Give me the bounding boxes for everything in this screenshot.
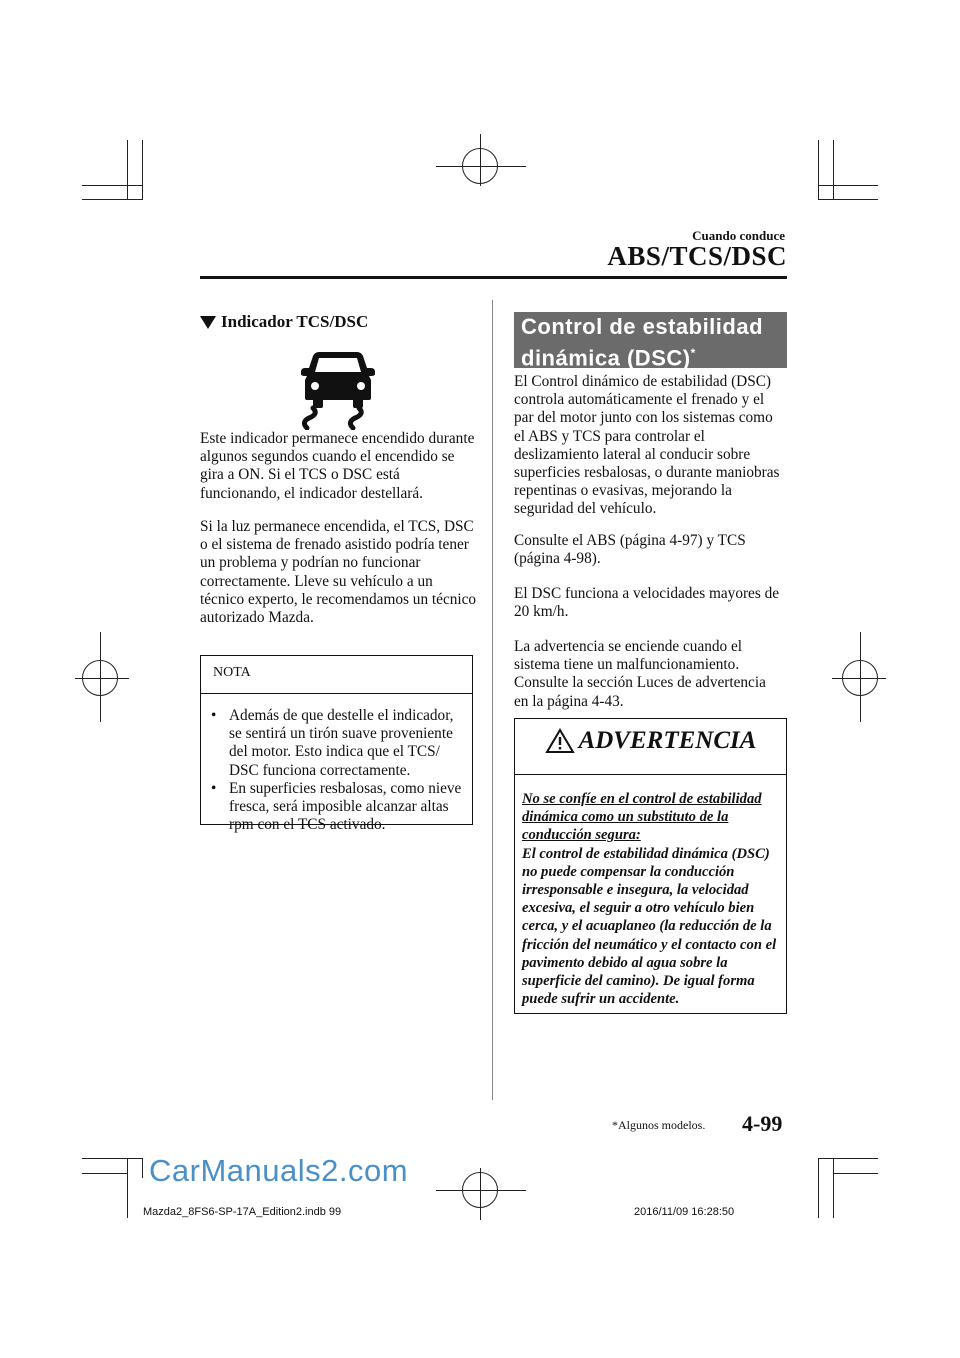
chapter-label: Cuando conduce (692, 228, 785, 243)
note-title: NOTA (213, 665, 251, 680)
dsc-speed-text: El DSC funciona a velocidades mayores de 20 km/h. (514, 585, 780, 621)
warning-rule (515, 774, 786, 775)
bullet: • (211, 779, 217, 797)
warning-lead: No se confíe en el control de estabilidad dinámica como un substituto de la conducción segura: (522, 791, 762, 844)
indicator-malfunction-text: Si la luz permanece encendida, el TCS, DSC o el sistema de frenado asistido podría tener un problema y podrían no funcionar correctamente. Lleve su vehículo a un técnico experto, le recomendamos un técnico autorizado Mazda. (200, 518, 477, 627)
warning-text: El control de estabilidad dinámica (DSC) no puede compensar la conducción irresponsable e insegura, la velocidad excesiva, el seguir a otro vehículo bien cerca, y el acuaplaneo (la reducción de la fricción del neumático y el contacto con el pavimento debido al agua sobre la superficie del camino). De igual forma puede sufrir un accidente. (522, 845, 777, 1008)
page-number: 4-99 (742, 1111, 783, 1136)
note-rule (201, 693, 472, 694)
note-list (211, 707, 467, 834)
warning-body (522, 790, 784, 1008)
warning-triangle-icon (545, 728, 575, 754)
banner-line-2-text: dinámica (DSC) (521, 345, 691, 371)
list-item (211, 780, 467, 835)
footnote: *Algunos modelos. (612, 1118, 706, 1132)
print-file-info: Mazda2_8FS6-SP-17A_Edition2.indb 99 (143, 1206, 342, 1218)
note-item-text: Además de que destelle el indicador, se sentirá un tirón suave proveniente del motor. Esto indica que el TCS/ DSC funciona correctamente. (229, 707, 454, 779)
dsc-section-banner (514, 312, 787, 371)
indicator-description: Este indicador permanece encendido durante algunos segundos cuando el encendido se gira a ON. Si el TCS o DSC está funcionando, el indicador destellará. (200, 430, 475, 502)
print-date-info: 2016/11/09 16:28:50 (634, 1206, 735, 1218)
list-item (211, 707, 467, 780)
column-divider (492, 300, 493, 1100)
some-models-mark: * (690, 346, 696, 360)
note-item-text: En superficies resbalosas, como nieve fresca, será imposible alcanzar altas rpm con el TCS activado. (229, 779, 462, 834)
warning-box (514, 718, 787, 1014)
header-rule (200, 276, 787, 279)
triangle-bullet-icon (200, 316, 216, 329)
dsc-description: El Control dinámico de estabilidad (DSC) controla automáticamente el frenado y el par del motor junto con los sistemas como el ABS y TCS para controlar el deslizamiento lateral al conducir sobre superficies resbalosas, o durante maniobras repentinas o evasivas, mejorando la seguridad del vehículo. (514, 373, 780, 518)
banner-line-2 (521, 340, 787, 371)
note-box (200, 655, 473, 834)
dsc-reference: Consulte el ABS (página 4-97) y TCS (página 4-98). (514, 532, 746, 568)
section-heading-text: Indicador TCS/DSC (221, 312, 369, 331)
banner-line-1: Control de estabilidad (521, 314, 764, 339)
dsc-warning-light-text: La advertencia se enciende cuando el sistema tiene un malfuncionamiento. Consulte la sección Luces de advertencia en la página 4-43. (514, 638, 766, 710)
section-heading (200, 312, 368, 332)
bullet: • (211, 707, 217, 724)
watermark: CarManuals2.com (149, 1153, 409, 1188)
tcs-dsc-skid-car-icon (297, 346, 379, 430)
page-title: ABS/TCS/DSC (607, 241, 787, 271)
warning-title (515, 727, 786, 755)
warning-title-text: ADVERTENCIA (578, 727, 757, 754)
